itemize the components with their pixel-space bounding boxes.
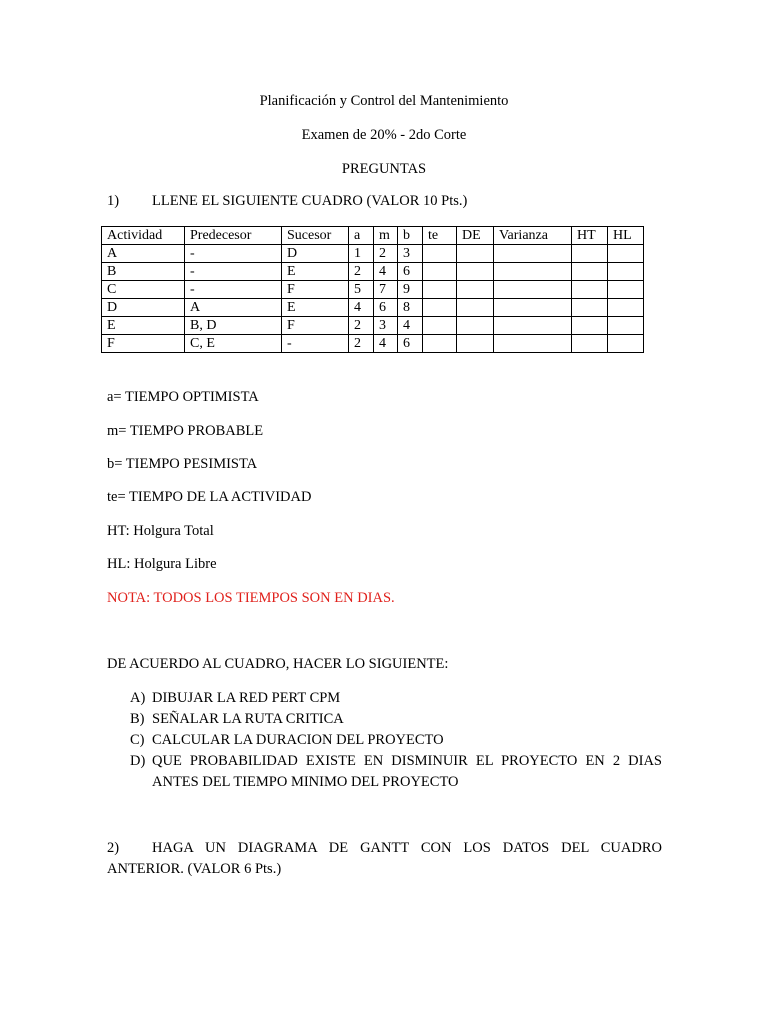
table-cell: 3 [374, 317, 398, 335]
question-2-text: HAGA UN DIAGRAMA DE GANTT CON LOS DATOS DEL CUADRO ANTERIOR. (VALOR 6 Pts.) [107, 840, 662, 877]
table-header-cell: Predecesor [185, 227, 282, 245]
table-cell: C, E [185, 335, 282, 353]
table-cell: - [185, 245, 282, 263]
table-header-cell: b [398, 227, 423, 245]
table-cell: 4 [374, 263, 398, 281]
question-1-text: LLENE EL SIGUIENTE CUADRO (VALOR 10 Pts.) [152, 193, 468, 209]
table-cell [423, 317, 457, 335]
table-header-cell: m [374, 227, 398, 245]
task-label: C) [130, 732, 145, 748]
table-row [102, 335, 644, 353]
table-cell: F [282, 281, 349, 299]
table-cell [572, 281, 608, 299]
table-cell: 6 [374, 299, 398, 317]
document-title: Planificación y Control del Mantenimiento [259, 93, 509, 109]
table-cell [494, 335, 572, 353]
table-cell [494, 317, 572, 335]
task-text: SEÑALAR LA RUTA CRITICA [152, 711, 344, 727]
table-cell [572, 299, 608, 317]
table-cell [423, 263, 457, 281]
instructions-text: DE ACUERDO AL CUADRO, HACER LO SIGUIENTE: [107, 656, 449, 672]
table-cell [457, 317, 494, 335]
table-cell: E [282, 263, 349, 281]
table-cell: F [102, 335, 185, 353]
table-cell: C [102, 281, 185, 299]
document-subtitle: Examen de 20% - 2do Corte [301, 127, 467, 143]
table-cell: 2 [349, 335, 374, 353]
task-label: D) [130, 753, 146, 769]
table-header-cell: Actividad [102, 227, 185, 245]
table-cell: A [102, 245, 185, 263]
table-cell [457, 263, 494, 281]
task-item [130, 751, 662, 793]
table-cell [608, 335, 644, 353]
table-cell: F [282, 317, 349, 335]
task-text: QUE PROBABILIDAD EXISTE EN DISMINUIR EL PROYECTO EN 2 DIAS ANTES DEL TIEMPO MINIMO DEL PROYECTO [152, 753, 662, 790]
activity-table [101, 226, 644, 353]
table-cell [608, 299, 644, 317]
table-cell [457, 245, 494, 263]
table-cell: - [185, 281, 282, 299]
table-cell: 4 [349, 299, 374, 317]
question-1-number: 1) [107, 193, 120, 209]
table-cell: D [102, 299, 185, 317]
task-list [130, 688, 662, 793]
table-cell: A [185, 299, 282, 317]
table-cell: 9 [398, 281, 423, 299]
table-cell: 7 [374, 281, 398, 299]
table-cell: 6 [398, 263, 423, 281]
table-cell: 3 [398, 245, 423, 263]
legend-hl: HL: Holgura Libre [107, 556, 217, 572]
table-header-cell: Varianza [494, 227, 572, 245]
table-cell [608, 245, 644, 263]
question-2 [107, 838, 662, 880]
table-cell: 2 [349, 263, 374, 281]
table-header-cell: HL [608, 227, 644, 245]
table-row [102, 299, 644, 317]
table-cell: 5 [349, 281, 374, 299]
task-item [130, 688, 662, 709]
legend-b: b= TIEMPO PESIMISTA [107, 456, 258, 472]
table-cell [423, 335, 457, 353]
table-cell: 2 [349, 317, 374, 335]
table-cell [457, 281, 494, 299]
table-cell [572, 245, 608, 263]
table-cell: E [282, 299, 349, 317]
table-cell: 1 [349, 245, 374, 263]
table-cell: 8 [398, 299, 423, 317]
task-item [130, 730, 662, 751]
table-cell [457, 335, 494, 353]
task-text: DIBUJAR LA RED PERT CPM [152, 690, 341, 706]
table-cell: B, D [185, 317, 282, 335]
table-cell [572, 263, 608, 281]
legend-te: te= TIEMPO DE LA ACTIVIDAD [107, 489, 312, 505]
table-row [102, 245, 644, 263]
table-cell [572, 335, 608, 353]
table-cell [608, 263, 644, 281]
table-cell: 6 [398, 335, 423, 353]
table-cell [494, 299, 572, 317]
table-header-cell: DE [457, 227, 494, 245]
table-cell [494, 245, 572, 263]
task-label: A) [130, 690, 146, 706]
table-cell: - [282, 335, 349, 353]
table-cell: 4 [398, 317, 423, 335]
table-cell [423, 299, 457, 317]
table-cell: B [102, 263, 185, 281]
table-cell: D [282, 245, 349, 263]
table-cell: - [185, 263, 282, 281]
legend-a: a= TIEMPO OPTIMISTA [107, 389, 259, 405]
table-cell: E [102, 317, 185, 335]
table-cell [494, 263, 572, 281]
table-cell [423, 281, 457, 299]
table-cell [608, 317, 644, 335]
task-label: B) [130, 711, 145, 727]
table-row [102, 317, 644, 335]
table-header-cell: HT [572, 227, 608, 245]
table-cell: 4 [374, 335, 398, 353]
table-header-cell: te [423, 227, 457, 245]
task-text: CALCULAR LA DURACION DEL PROYECTO [152, 732, 444, 748]
legend-ht: HT: Holgura Total [107, 523, 214, 539]
table-cell [494, 281, 572, 299]
table-cell [572, 317, 608, 335]
question-2-number: 2) [107, 840, 120, 856]
table-row [102, 281, 644, 299]
table-cell: 2 [374, 245, 398, 263]
table-row [102, 263, 644, 281]
table-header-cell: Sucesor [282, 227, 349, 245]
table-cell [608, 281, 644, 299]
section-heading: PREGUNTAS [341, 161, 427, 177]
task-item [130, 709, 662, 730]
legend-m: m= TIEMPO PROBABLE [107, 423, 264, 439]
table-header-row [102, 227, 644, 245]
table-cell [423, 245, 457, 263]
table-cell [457, 299, 494, 317]
note-text: NOTA: TODOS LOS TIEMPOS SON EN DIAS. [107, 590, 395, 606]
table-header-cell: a [349, 227, 374, 245]
